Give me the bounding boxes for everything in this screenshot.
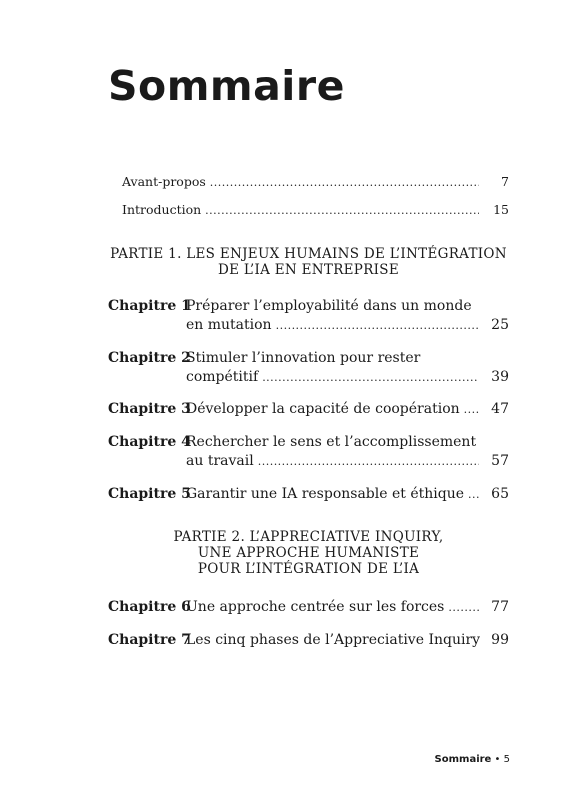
chapter-number: Chapitre 2 [108, 350, 191, 366]
part-2-heading-line: PARTIE 2. L’APPRECIATIVE INQUIRY, [173, 529, 444, 545]
toc-page-number: 7 [501, 174, 509, 189]
dot-leader [210, 173, 479, 192]
toc-page-number: 47 [491, 401, 509, 417]
page-footer [435, 754, 510, 765]
toc-entry-chapitre-1[interactable] [108, 297, 509, 335]
toc-page-number: 57 [491, 453, 509, 469]
toc-entry-chapitre-6[interactable] [108, 598, 509, 617]
chapter-number: Chapitre 1 [108, 298, 191, 314]
toc-entry-avant-propos[interactable] [122, 172, 509, 192]
toc-page-number: 15 [493, 202, 509, 217]
chapter-number: Chapitre 7 [108, 632, 191, 648]
footer-page-number: 5 [503, 754, 510, 765]
chapter-title-continued: en mutation [186, 317, 272, 333]
toc-page-number: 65 [491, 486, 509, 502]
dot-leader [468, 485, 479, 504]
part-1-heading-line: DE L’IA EN ENTREPRISE [218, 262, 399, 278]
part-2-heading-line: POUR L’INTÉGRATION DE L’IA [197, 561, 420, 577]
dot-leader [262, 368, 479, 387]
chapter-title-continued: au travail [186, 453, 254, 469]
chapter-title: Une approche centrée sur les forces [186, 599, 445, 615]
toc-page-number: 99 [491, 632, 509, 648]
chapter-title: Préparer l’employabilité dans un monde [186, 298, 472, 314]
page-title: Sommaire [108, 62, 345, 110]
toc-entry-label: Avant-propos [122, 174, 206, 189]
chapter-title-continued: compétitif [186, 369, 259, 385]
footer-section-label: Sommaire [434, 754, 492, 765]
chapter-number: Chapitre 4 [108, 434, 191, 450]
toc-entry-chapitre-3[interactable] [108, 400, 509, 419]
toc-entry-chapitre-4[interactable] [108, 433, 509, 471]
toc-page-number: 77 [491, 599, 509, 615]
toc-page-number: 25 [491, 317, 509, 333]
chapter-title: Rechercher le sens et l’accomplissement [186, 434, 477, 450]
dot-leader [276, 316, 479, 335]
toc-entry-chapitre-7[interactable] [108, 631, 509, 650]
chapter-number: Chapitre 5 [108, 486, 191, 502]
dot-leader [258, 452, 479, 471]
dot-leader [448, 598, 479, 617]
toc-page-number: 39 [491, 369, 509, 385]
part-2-heading [108, 529, 509, 577]
chapter-number: Chapitre 3 [108, 401, 191, 417]
toc-entry-label: Introduction [122, 202, 202, 217]
part-2-heading-line: UNE APPROCHE HUMANISTE [197, 545, 420, 561]
toc-entry-chapitre-2[interactable] [108, 349, 509, 387]
chapter-title: Stimuler l’innovation pour rester [186, 350, 421, 366]
chapter-number: Chapitre 6 [108, 599, 191, 615]
footer-separator: • [494, 754, 501, 765]
part-1-heading [108, 246, 509, 278]
chapter-title: Garantir une IA responsable et éthique [186, 486, 464, 502]
dot-leader [464, 400, 479, 419]
part-1-heading-line: PARTIE 1. LES ENJEUX HUMAINS DE L’INTÉGRATION [110, 246, 507, 262]
chapter-title: Les cinq phases de l’Appreciative Inquiry [186, 632, 481, 648]
toc-entry-introduction[interactable] [122, 200, 509, 220]
chapter-title: Développer la capacité de coopération [186, 401, 460, 417]
dot-leader [205, 201, 479, 220]
toc-entry-chapitre-5[interactable] [108, 485, 509, 504]
